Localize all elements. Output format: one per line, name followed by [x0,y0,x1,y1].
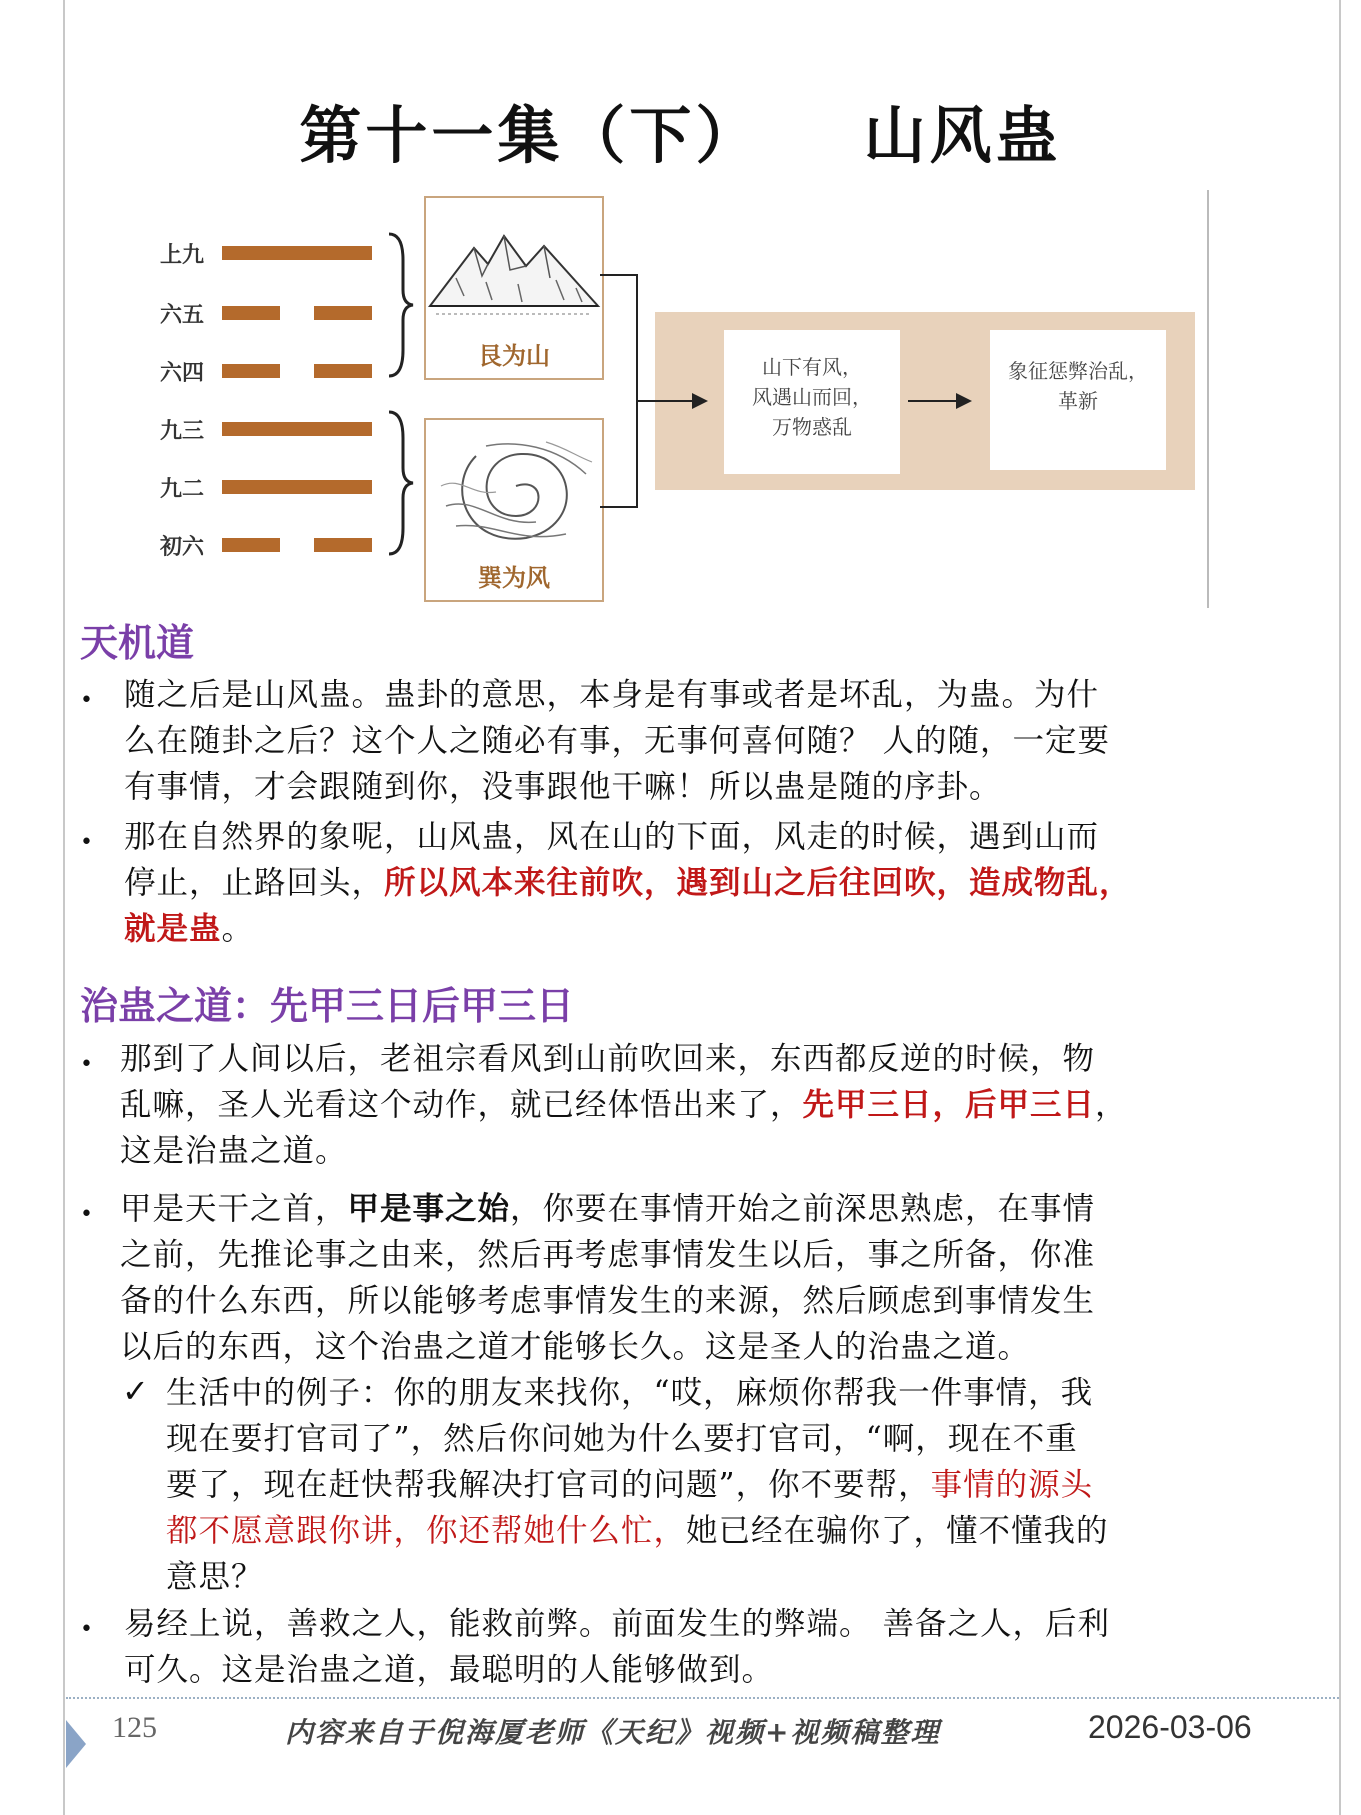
page-border-right [1339,0,1341,1815]
yin-line-left [222,538,280,552]
text-span: 要了，现在赶快帮我解决打官司的问题”，你不要帮， [166,1467,931,1503]
page-number: 125 [112,1711,157,1744]
page-border-left [63,0,65,1815]
text-line: 之前，先推论事之由来，然后再考虑事情发生以后，事之所备，你准 [120,1237,1096,1273]
yin-line-right [314,364,372,378]
text-line: 那在自然界的象呢，山风蛊，风在山的下面，风走的时候，遇到山而 [124,819,1100,855]
highlight-text: 事情的源头 [930,1467,1094,1503]
upper-trigram-label: 艮为山 [478,342,550,370]
yao-label: 初六 [160,535,205,560]
yin-line-left [222,306,280,320]
text-line: 有事情，才会跟随到你，没事跟他干嘛！所以蛊是随的序卦。 [124,769,1002,805]
text-line: 生活中的例子：你的朋友来找你，“哎，麻烦你帮我一件事情，我 [166,1375,1094,1411]
lower-trigram-label: 巽为风 [478,564,550,592]
lower-trigram-box [424,418,604,602]
yin-line-left [222,364,280,378]
mountain-icon [426,206,602,326]
footer-divider [66,1697,1339,1699]
upper-trigram-box [424,196,604,380]
yao-label: 九三 [160,419,205,444]
highlight-text: 都不愿意跟你讲，你还帮她什么忙， [166,1513,687,1549]
result-line: 象征惩弊治乱， [1008,359,1148,383]
meaning-line: 万物惑乱 [772,415,852,439]
paragraph [120,1036,1128,1174]
text-line: 那到了人间以后，老祖宗看风到山前吹回来，东西都反逆的时候，物 [120,1041,1096,1077]
yin-line-right [314,538,372,552]
text-line: 可久。这是治蛊之道，最聪明的人能够做到。 [124,1652,775,1688]
meaning-box [724,330,900,474]
yao-label: 六四 [160,361,205,386]
bullet-icon: • [80,1202,93,1227]
text-line: 么在随卦之后？这个人之随必有事，无事何喜何随？ 人的随，一定要 [124,723,1111,759]
connector-line [908,400,958,402]
connector-line [636,274,638,508]
result-box [990,330,1166,470]
figure-edge [1207,190,1209,608]
text-line: 意思？ [166,1559,264,1595]
highlight-text: 所以风本来往前吹，遇到山之后往回吹，造成物乱， [384,864,1132,901]
connector-line [600,274,636,276]
text-line: 随之后是山风蛊。蛊卦的意思，本身是有事或者是坏乱，为蛊。为什 [124,677,1100,713]
wind-swirl-icon [426,426,602,556]
text-line [166,1462,1109,1508]
highlight-text: 先甲三日，后甲三日 [802,1086,1096,1123]
text-line [124,860,1132,906]
yao-label: 六五 [160,303,205,328]
text-line [120,1082,1128,1128]
result-line: 革新 [1058,389,1098,413]
bullet-icon: • [80,830,93,855]
text-line: 以后的东西，这个治蛊之道才能够长久。这是圣人的治蛊之道。 [120,1329,1031,1365]
text-line: 现在要打官司了”，然后你问她为什么要打官司，“啊，现在不重 [166,1421,1078,1457]
yao-label: 上九 [160,243,205,268]
lower-brace-icon [385,408,415,558]
meaning-line: 风遇山而回， [752,385,872,409]
yao-label: 九二 [160,477,205,502]
text-line [166,1508,1109,1554]
yin-line-right [314,306,372,320]
hexagram-figure [150,190,1210,610]
paragraph [124,1601,1110,1693]
text-line: 备的什么东西，所以能够考虑事情发生的来源，然后顾虑到事情发生 [120,1283,1096,1319]
page-title: 第十一集（下） 山风蛊 [299,99,1062,172]
bold-text: 甲是事之始 [347,1190,511,1227]
arrow-right-icon [956,393,972,409]
meaning-line: 山下有风， [762,355,862,379]
connector-line [600,506,636,508]
arrow-right-icon [692,393,708,409]
example-paragraph [166,1370,1109,1600]
connector-line [636,400,694,402]
bullet-icon: • [80,688,93,713]
text-line: 这是治蛊之道。 [120,1133,348,1169]
section-heading: 天机道 [80,621,195,665]
yang-line [222,246,372,260]
footer-date: 2026-03-06 [1088,1709,1252,1745]
text-span: ，你要在事情开始之前深思熟虑，在事情 [510,1191,1096,1227]
text-span: 甲是天干之首， [120,1191,348,1227]
paragraph [120,1186,1095,1370]
yang-line [222,480,372,494]
text-span: 乱嘛，圣人光看这个动作，就已经体悟出来了， [120,1087,803,1123]
bullet-icon: • [80,1617,93,1642]
checkmark-icon: ✓ [122,1372,149,1410]
text-span: 停止，止路回头， [124,865,385,901]
text-line [124,906,1132,952]
text-line [120,1186,1095,1232]
text-span: 。 [221,911,255,947]
text-span: 她已经在骗你了，懂不懂我的 [686,1513,1109,1549]
upper-brace-icon [385,230,415,380]
section-heading: 治蛊之道：先甲三日后甲三日 [80,984,575,1028]
paragraph [124,814,1132,952]
paragraph [124,672,1110,810]
highlight-text: 就是蛊 [124,910,222,947]
text-span: ， [1095,1087,1128,1123]
text-line: 易经上说，善救之人，能救前弊。前面发生的弊端。 善备之人，后利 [124,1606,1111,1642]
footer-source: 内容来自于倪海厦老师《天纪》视频+视频稿整理 [285,1716,941,1749]
yang-line [222,422,372,436]
triangle-icon [66,1720,86,1768]
bullet-icon: • [80,1052,93,1077]
